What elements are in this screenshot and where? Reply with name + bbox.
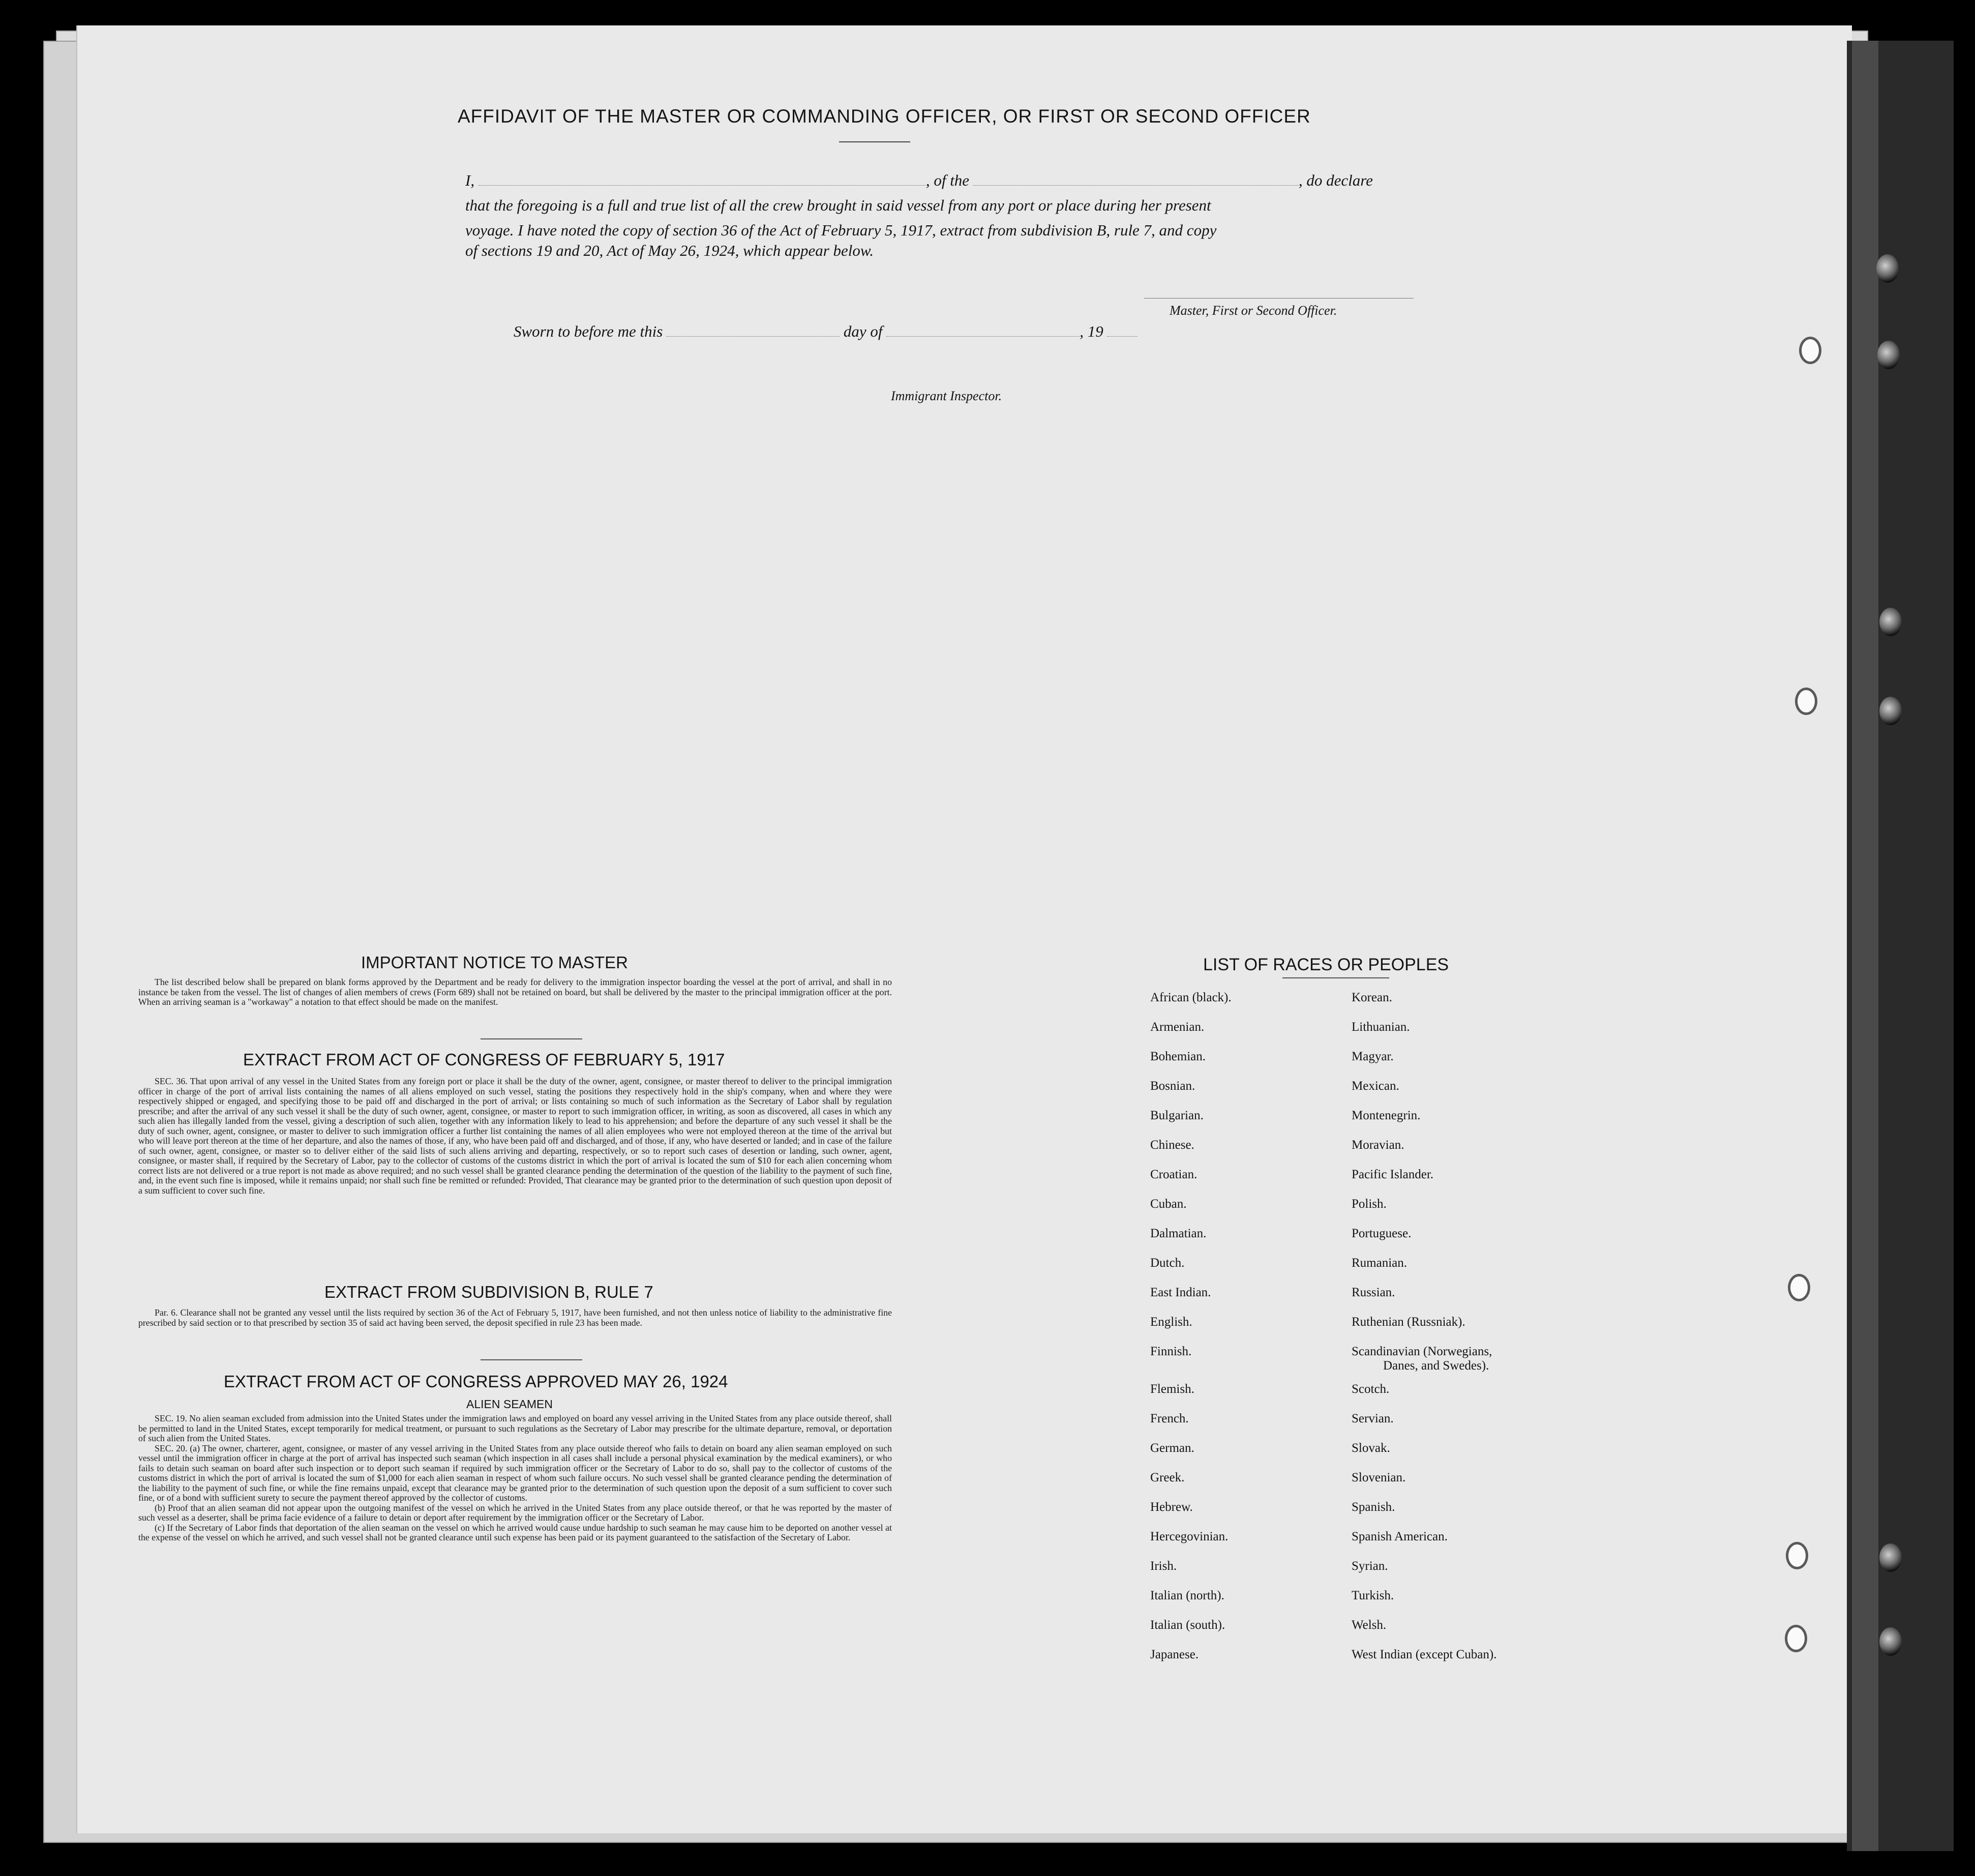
- race-item: [1352, 1168, 1497, 1197]
- extract-1924-title: EXTRACT FROM ACT OF CONGRESS APPROVED MAY 26, 1924: [224, 1372, 728, 1391]
- race-label: Pacific Islander.: [1352, 1168, 1434, 1181]
- race-item: [1352, 1109, 1497, 1138]
- name-blank[interactable]: [478, 172, 926, 186]
- race-item: [1150, 1286, 1232, 1315]
- race-label: Scotch.: [1352, 1382, 1390, 1396]
- sec-20c-paragraph: (c) If the Secretary of Labor finds that deportation of the alien seaman on the vessel on which he arrived would cause undue hardship to such seaman he may cause him to be deported on another vessel at the expense of the vessel on which he arrived, and such vessel shall not be granted clearance until such expense has been paid or its payment guaranteed to the satisfaction of the Secretary of Labor.: [138, 1522, 892, 1542]
- race-item: [1352, 1020, 1497, 1050]
- extract-1917-text: [138, 1077, 892, 1196]
- race-item: [1150, 1079, 1232, 1109]
- race-item: [1352, 1138, 1497, 1168]
- race-label: Rumanian.: [1352, 1256, 1408, 1270]
- affidavit-i: I,: [465, 171, 475, 189]
- race-label: Japanese.: [1150, 1648, 1199, 1661]
- race-label: Moravian.: [1352, 1138, 1404, 1152]
- race-item: [1150, 1589, 1232, 1618]
- notice-paragraph: The list described below shall be prepared on blank forms approved by the Department and be ready for delivery to the immigration inspector boarding the vessel at the port of arrival, and shall in no instance be taken from the vessel. The list of changes of alien members of crews (Form 689) shall not be retained on board, but shall be delivered by the master to the principal immigration officer at the port. When an arriving seaman is a "workaway" a notation to that effect should be made on the manifest.: [138, 977, 892, 1007]
- affidavit-line-4: of sections 19 and 20, Act of May 26, 1924, which appear below.: [465, 242, 874, 259]
- signature-caption: Master, First or Second Officer.: [1170, 303, 1337, 318]
- race-label: Montenegrin.: [1352, 1109, 1421, 1122]
- race-item: [1150, 1315, 1232, 1345]
- race-label: Hercegovinian.: [1150, 1530, 1229, 1543]
- race-label: Dalmatian.: [1150, 1227, 1207, 1240]
- race-item: [1352, 1286, 1497, 1315]
- sworn-text: Sworn to before me this: [514, 322, 663, 340]
- race-label: Turkish.: [1352, 1589, 1394, 1602]
- race-label: Bohemian.: [1150, 1050, 1206, 1063]
- notice-text: [138, 977, 892, 1007]
- race-label: Scandinavian (Norwegians,: [1352, 1345, 1492, 1358]
- punch-hole: [1788, 1274, 1810, 1301]
- race-label: English.: [1150, 1315, 1192, 1329]
- races-right-column: [1352, 991, 1497, 1677]
- race-label: Finnish.: [1150, 1345, 1192, 1358]
- affidavit-declare: , do declare: [1298, 171, 1373, 189]
- year-blank[interactable]: [1107, 323, 1138, 337]
- sec-20b-paragraph: (b) Proof that an alien seaman did not appear upon the outgoing manifest of the vessel on which he arrived in the United States from any place outside thereof, or that he was reported by the master of such vessel as a deserter, shall be prima facie evidence of a failure to detain or deport after requirement by the immigration officer or the Secretary of Labor.: [138, 1502, 892, 1523]
- race-label: Magyar.: [1352, 1050, 1394, 1063]
- punch-hole: [1799, 337, 1821, 364]
- race-item: [1150, 1648, 1232, 1677]
- race-label: Bulgarian.: [1150, 1109, 1204, 1122]
- race-item: [1352, 1589, 1497, 1618]
- race-label: Flemish.: [1150, 1382, 1194, 1396]
- race-label: Greek.: [1150, 1471, 1185, 1484]
- race-item: [1150, 1618, 1232, 1648]
- affidavit-title: AFFIDAVIT OF THE MASTER OR COMMANDING OFFICER, OR FIRST OR SECOND OFFICER: [458, 106, 1311, 127]
- races-title: LIST OF RACES OR PEOPLES: [1203, 955, 1449, 974]
- form-sheet: [76, 25, 1852, 1833]
- race-item: [1150, 1227, 1232, 1256]
- race-item: [1352, 1345, 1497, 1382]
- race-label: Lithuanian.: [1352, 1020, 1410, 1034]
- race-label: Polish.: [1352, 1197, 1387, 1211]
- affidavit-line-1: [465, 171, 1373, 190]
- rivet: [1879, 697, 1902, 725]
- race-item: [1150, 1530, 1232, 1559]
- punch-hole: [1786, 1542, 1808, 1569]
- race-item: [1352, 1227, 1497, 1256]
- month-blank[interactable]: [886, 323, 1080, 337]
- race-item: [1150, 1500, 1232, 1530]
- rivet: [1879, 1543, 1902, 1572]
- race-item: [1150, 1559, 1232, 1589]
- race-label: Chinese.: [1150, 1138, 1194, 1152]
- race-item: [1352, 1618, 1497, 1648]
- notice-title: IMPORTANT NOTICE TO MASTER: [361, 953, 629, 972]
- section-divider: [481, 1359, 582, 1360]
- race-item: [1352, 1315, 1497, 1345]
- race-item: [1352, 1530, 1497, 1559]
- race-item: [1150, 1441, 1232, 1471]
- race-label: Syrian.: [1352, 1559, 1388, 1573]
- race-item: [1352, 1500, 1497, 1530]
- race-label: Portuguese.: [1352, 1227, 1412, 1240]
- race-item: [1150, 1412, 1232, 1441]
- race-label-continuation: Danes, and Swedes).: [1383, 1359, 1489, 1373]
- extract-rule7-title: EXTRACT FROM SUBDIVISION B, RULE 7: [324, 1283, 653, 1301]
- race-item: [1352, 991, 1497, 1020]
- race-label: West Indian (except Cuban).: [1352, 1648, 1497, 1661]
- race-label: Italian (north).: [1150, 1589, 1224, 1602]
- race-label: Slovak.: [1352, 1441, 1390, 1455]
- race-label: Welsh.: [1352, 1618, 1387, 1632]
- race-label: Croatian.: [1150, 1168, 1198, 1181]
- race-label: French.: [1150, 1412, 1189, 1425]
- sec-36-paragraph: SEC. 36. That upon arrival of any vessel in the United States from any foreign port or place it shall be the duty of the owner, agent, consignee, or master thereof to deliver to the principal immigration officer in charge of the port of arrival lists containing the names of all aliens employed on such vessel, stating the positions they respectively hold in the ship's company, when and where they were respectively shipped or engaged, and specifying those to be paid off and discharged in the port of arrival; or lists containing so much of such information as the Secretary of Labor shall by regulation prescribe; and after the arrival of any such vessel it shall be the duty of such owner, agent, consignee, or master to report to such immigration officer, in writing, as soon as discovered, all cases in which any such alien has illegally landed from the vessel, giving a description of such alien, together with any information likely to lead to his apprehension; and before the departure of any such vessel it shall be the duty of such owner, agent, consignee, or master to deliver to such immigration officer a further list containing the names of all alien employees who were not employed thereon at the time of the arrival but who will leave port thereon at the time of her departure, and also the names of those, if any, who have been paid off and discharged, and of those, if any, who have deserted or landed; and in case of the failure of such owner, agent, consignee, or master so to deliver either of the said lists of such aliens arriving and departing, respectively, or so to report such cases of desertion or landing, such owner, agent, consignee, or master shall, if required by the Secretary of Labor, pay to the collector of customs of the customs district in which the port of arrival is located the sum of $10 for each alien concerning whom correct lists are not delivered or a true report is not made as above required; and no such vessel shall be granted clearance pending the determination of the question of the liability to the payment of such fine, and, in the event such fine is imposed, while it remains unpaid; nor shall such fine be remitted or refunded: Provided, That clearance may be granted prior to the determination of such question upon deposit of a sum sufficient to cover such fine.: [138, 1076, 892, 1196]
- day-of-text: day of: [843, 322, 883, 340]
- alien-seamen-subtitle: ALIEN SEAMEN: [466, 1397, 553, 1411]
- race-item: [1352, 1256, 1497, 1286]
- rivet: [1876, 254, 1899, 283]
- race-item: [1352, 1559, 1497, 1589]
- race-item: [1150, 1020, 1232, 1050]
- race-item: [1352, 1197, 1497, 1227]
- race-label: Mexican.: [1352, 1079, 1399, 1093]
- race-item: [1150, 1168, 1232, 1197]
- race-label: Slovenian.: [1352, 1471, 1406, 1484]
- inspector-caption: Immigrant Inspector.: [891, 389, 1002, 403]
- race-label: Hebrew.: [1150, 1500, 1193, 1514]
- race-item: [1150, 1256, 1232, 1286]
- affidavit-of-the: , of the: [925, 171, 970, 189]
- race-label: Spanish American.: [1352, 1530, 1448, 1543]
- race-item: [1352, 1412, 1497, 1441]
- race-label: Bosnian.: [1150, 1079, 1195, 1093]
- race-label: Korean.: [1352, 991, 1392, 1004]
- race-item: [1150, 1109, 1232, 1138]
- sec-20a-paragraph: SEC. 20. (a) The owner, charterer, agent, consignee, or master of any vessel arriving in the United States from any place outside thereof who fails to detain on board any alien seaman employed on such vessel until the immigration officer in charge at the port of arrival has inspected such seaman (which inspection in all cases shall include a personal physical examination by the medical examiners), or who fails to detain such seaman on board after such inspection or to deport such seaman if required by such immigration officer or the Secretary of Labor to do so, shall pay to the collector of customs of the customs district in which the port of arrival is located the sum of $1,000 for each alien seaman in respect of whom such failure occurs. No such vessel shall be granted clearance pending the determination of the liability to the payment of such fine, or while the fine remains unpaid, except that clearance may be granted prior to the determination of such question upon the deposit of a sum sufficient to cover such fine, or of a bond with sufficient surety to secure the payment thereof approved by the collector of customs.: [138, 1443, 892, 1503]
- race-item: [1352, 1382, 1497, 1412]
- title-rule: [839, 141, 910, 142]
- races-title-underline: [1282, 977, 1389, 978]
- race-item: [1352, 1471, 1497, 1500]
- race-label: Irish.: [1150, 1559, 1177, 1573]
- section-divider: [481, 1038, 582, 1039]
- race-item: [1352, 1441, 1497, 1471]
- race-label: Armenian.: [1150, 1020, 1205, 1034]
- race-item: [1150, 991, 1232, 1020]
- race-label: Russian.: [1352, 1286, 1395, 1299]
- par-6-paragraph: Par. 6. Clearance shall not be granted any vessel until the lists required by section 36 of the Act of February 5, 1917, have been furnished, and not then unless notice of liability to the administrative fine prescribed by said section or to that prescribed by section 35 of said act having been served, the deposit specified in rule 23 has been made.: [138, 1307, 892, 1328]
- rivet: [1877, 341, 1900, 369]
- signature-line[interactable]: [1144, 298, 1414, 299]
- race-label: Ruthenian (Russniak).: [1352, 1315, 1465, 1329]
- race-label: Spanish.: [1352, 1500, 1395, 1514]
- race-item: [1352, 1050, 1497, 1079]
- race-label: Servian.: [1352, 1412, 1394, 1425]
- race-label: German.: [1150, 1441, 1194, 1455]
- races-left-column: [1150, 991, 1232, 1677]
- extract-1917-title: EXTRACT FROM ACT OF CONGRESS OF FEBRUARY 5, 1917: [243, 1050, 725, 1069]
- punch-hole: [1795, 688, 1817, 715]
- race-item: [1150, 1471, 1232, 1500]
- year-prefix: , 19: [1080, 322, 1103, 340]
- day-blank[interactable]: [667, 323, 840, 337]
- race-item: [1352, 1648, 1497, 1677]
- vessel-blank[interactable]: [973, 172, 1299, 186]
- rivet: [1879, 608, 1902, 636]
- race-label: East Indian.: [1150, 1286, 1211, 1299]
- race-item: [1150, 1050, 1232, 1079]
- race-item: [1150, 1197, 1232, 1227]
- binder-strip: [1852, 41, 1878, 1851]
- rivet: [1879, 1627, 1902, 1656]
- race-item: [1150, 1382, 1232, 1412]
- sworn-line: [514, 322, 1138, 341]
- race-label: Dutch.: [1150, 1256, 1185, 1270]
- affidavit-line-2: that the foregoing is a full and true list of all the crew brought in said vessel from any port or place during her present: [465, 196, 1211, 214]
- punch-hole: [1785, 1625, 1807, 1652]
- race-item: [1150, 1138, 1232, 1168]
- affidavit-line-3: voyage. I have noted the copy of section 36 of the Act of February 5, 1917, extract from subdivision B, rule 7, and copy: [465, 221, 1217, 239]
- sec-19-paragraph: SEC. 19. No alien seaman excluded from admission into the United States under the immigration laws and employed on board any vessel arriving in the United States from any place outside thereof, shall be permitted to land in the United States, except temporarily for medical treatment, or pursuant to such regulations as the Secretary of Labor may prescribe for the ultimate departure, removal, or deportation of such alien from the United States.: [138, 1413, 892, 1443]
- extract-1924-text: [138, 1414, 892, 1543]
- race-label: Cuban.: [1150, 1197, 1187, 1211]
- extract-rule7-text: [138, 1308, 892, 1328]
- race-label: African (black).: [1150, 991, 1232, 1004]
- race-item: [1150, 1345, 1232, 1382]
- race-item: [1352, 1079, 1497, 1109]
- race-label: Italian (south).: [1150, 1618, 1225, 1632]
